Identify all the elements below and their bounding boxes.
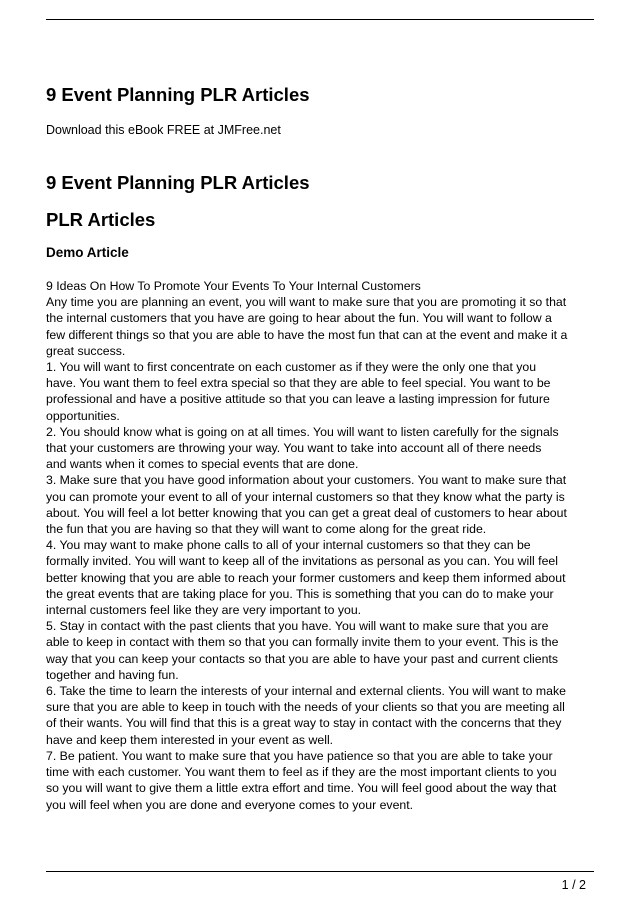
body-line: the internal customers that you have are going to hear about the fun. You will want to follow a [46,311,552,326]
body-line: professional and have a positive attitude so that you can leave a lasting impression for future [46,392,550,407]
body-line: of their wants. You will find that this is a great way to stay in contact with the concerns that they [46,716,562,731]
body-line: about. You will feel a lot better knowing that you can get a great deal of customers to hear about [46,505,567,520]
download-note: Download this eBook FREE at JMFree.net [46,123,281,137]
header-rule [46,19,594,20]
body-line: and wants when it comes to special events that are done. [46,457,359,472]
body-line: 9 Ideas On How To Promote Your Events To Your Internal Customers [46,279,421,293]
document-title: 9 Event Planning PLR Articles [46,84,310,105]
body-line: have and keep them interested in your event as well. [46,732,334,747]
body-line: together and having fun. [46,667,179,682]
footer-rule [46,871,594,872]
body-line: 4. You may want to make phone calls to all of your internal customers so that they can be [46,538,531,553]
body-line: 1. You will want to first concentrate on each customer as if they were the only one that you [46,360,537,375]
body-line: formally invited. You will want to keep all of the invitations as personal as you can. You will feel [46,554,558,569]
body-line: few different things so that you are able to have the most fun that can at the event and make it a [46,327,568,342]
body-line: sure that you are able to keep in touch with the needs of your clients so that you are meeting all [46,700,565,715]
body-line: 6. Take the time to learn the interests of your internal and external clients. You will want to make [46,684,566,699]
article-body [46,278,596,813]
body-line: Any time you are planning an event, you will want to make sure that you are promoting it so that [46,295,567,310]
body-line: the great events that are taking place for you. This is something that you can do to make your [46,586,554,601]
body-line: 7. Be patient. You want to make sure that you have patience so that you are able to take your [46,748,553,763]
document-content [46,84,596,813]
body-line: that your customers are throwing your way. You want to take into account all of there needs [46,441,542,456]
section-heading: PLR Articles [46,209,156,230]
body-line: way that you can keep your contacts so that you are able to have your past and current clients [46,651,558,666]
document-heading: 9 Event Planning PLR Articles [46,172,310,193]
page-number: 1 / 2 [561,878,586,892]
body-line: 2. You should know what is going on at all times. You will want to listen carefully for the signals [46,424,559,439]
body-line: 3. Make sure that you have good information about your customers. You want to make sure that [46,473,567,488]
body-line: better knowing that you are able to reach your former customers and keep them informed about [46,570,566,585]
body-line: 5. Stay in contact with the past clients that you have. You will want to make sure that you are [46,619,549,634]
body-line: so you will want to give them a little extra effort and time. You will feel good about the way that [46,781,557,796]
body-line: the fun that you are having so that they will want to come along for the great ride. [46,522,487,537]
body-line: you can promote your event to all of your internal customers so that they know what the party is [46,489,565,504]
body-line: opportunities. [46,408,120,423]
body-line: able to keep in contact with them so that you can formally invite them to your event. This is the [46,635,559,650]
body-line: you will feel when you are done and everyone comes to your event. [46,797,414,812]
article-heading: Demo Article [46,245,129,260]
body-line: time with each customer. You want them to feel as if they are the most important clients to you [46,765,557,780]
body-line: internal customers feel like they are very important to you. [46,603,362,618]
body-line: have. You want them to feel extra special so that they are able to feel special. You want to be [46,376,551,391]
body-line: great success. [46,343,126,358]
